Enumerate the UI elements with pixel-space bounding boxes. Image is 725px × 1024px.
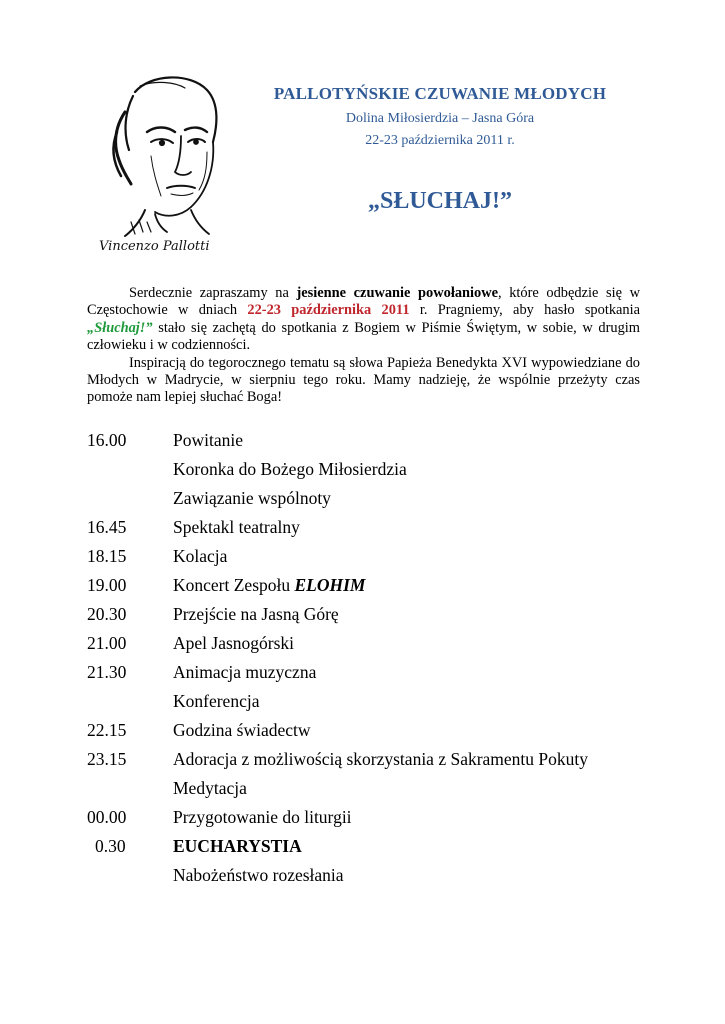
intro-motto-highlight: „Słuchaj!” [87, 319, 153, 336]
event-title: PALLOTYŃSKIE CZUWANIE MŁODYCH [273, 84, 607, 103]
schedule-item [173, 573, 647, 602]
schedule-item: Kolacja [173, 546, 228, 566]
schedule-time: 0.30 [95, 836, 126, 856]
intro-text [87, 285, 640, 407]
intro-text-part: Serdecznie zapraszamy na [129, 285, 297, 301]
schedule-time [87, 457, 173, 486]
schedule-row [87, 863, 647, 892]
schedule-time: 21.30 [87, 662, 127, 682]
band-name: ELOHIM [294, 575, 366, 595]
schedule-row [87, 747, 647, 776]
intro-highlight: jesienne czuwanie powołaniowe [296, 285, 498, 301]
schedule-item: Przygotowanie do liturgii [173, 807, 352, 827]
schedule-row [87, 631, 647, 660]
schedule-row [87, 602, 647, 631]
intro-date-highlight: 22-23 października 2011 [247, 302, 410, 319]
intro-text-part: stało się zachętą do spotkania z Bogiem w Piśmie Świętym, w sobie, w drugim człowieku i w codzienności. [87, 319, 640, 354]
schedule-time [87, 863, 173, 892]
schedule-row [87, 428, 647, 457]
schedule-time: 16.00 [87, 430, 127, 450]
schedule-row [87, 457, 647, 486]
event-motto: „SŁUCHAJ!” [367, 188, 512, 214]
schedule-row [87, 834, 647, 863]
schedule-time: 22.15 [87, 720, 127, 740]
schedule-item: Zawiązanie wspólnoty [173, 488, 331, 508]
intro-text-part: r. Pragniemy, aby hasło spotkania [409, 302, 640, 319]
schedule-item: Konferencja [173, 691, 260, 711]
schedule-item-text: Koncert Zespołu [173, 575, 295, 595]
schedule-item: Nabożeństwo rozesłania [173, 865, 344, 885]
schedule-row [87, 573, 647, 602]
schedule-time [87, 689, 173, 718]
schedule-row [87, 660, 647, 689]
schedule-time: 18.15 [87, 546, 127, 566]
schedule-item: Godzina świadectw [173, 720, 311, 740]
schedule-time: 23.15 [87, 749, 127, 769]
schedule-row [87, 689, 647, 718]
schedule-item: Przejście na Jasną Górę [173, 604, 339, 624]
event-place: Dolina Miłosierdzia – Jasna Góra [345, 111, 535, 126]
schedule-row [87, 544, 647, 573]
event-date: 22-23 października 2011 r. [365, 133, 515, 148]
schedule-row [87, 805, 647, 834]
schedule-time: 20.30 [87, 604, 127, 624]
schedule [87, 428, 647, 892]
schedule-item: Powitanie [173, 430, 243, 450]
schedule-time: 00.00 [87, 807, 127, 827]
schedule-time [87, 486, 173, 515]
schedule-row [87, 718, 647, 747]
intro-paragraph-2: Inspiracją do tegorocznego tematu są słowa Papieża Benedykta XVI wypowiedziane do Młodych w Madrycie, w sierpniu tego roku. Mamy nadzieję, że wspólnie przeżyty czas pomoże nam lepiej słuchać Boga! [87, 354, 640, 406]
schedule-item: Medytacja [173, 778, 247, 798]
schedule-item: EUCHARYSTIA [173, 836, 302, 856]
schedule-time [87, 776, 173, 805]
schedule-row [87, 515, 647, 544]
schedule-item: Adoracja z możliwością skorzystania z Sakramentu Pokuty [173, 749, 589, 769]
schedule-item: Apel Jasnogórski [173, 633, 295, 653]
portrait-sketch-icon [95, 72, 230, 260]
schedule-time: 16.45 [87, 517, 127, 537]
signature: Vincenzo Pallotti [99, 239, 210, 254]
intro-paragraph-1 [87, 285, 640, 355]
schedule-item: Animacja muzyczna [173, 662, 317, 682]
header [240, 84, 640, 149]
intro-text-part: , które odbędzie się w Częstochowie w dniach [87, 285, 640, 319]
schedule-item: Koronka do Bożego Miłosierdzia [173, 459, 407, 479]
schedule-time: 21.00 [87, 633, 127, 653]
schedule-item: Spektakl teatralny [173, 517, 300, 537]
schedule-time: 19.00 [87, 575, 127, 595]
pallotti-portrait [95, 72, 230, 260]
schedule-row [87, 776, 647, 805]
schedule-row [87, 486, 647, 515]
